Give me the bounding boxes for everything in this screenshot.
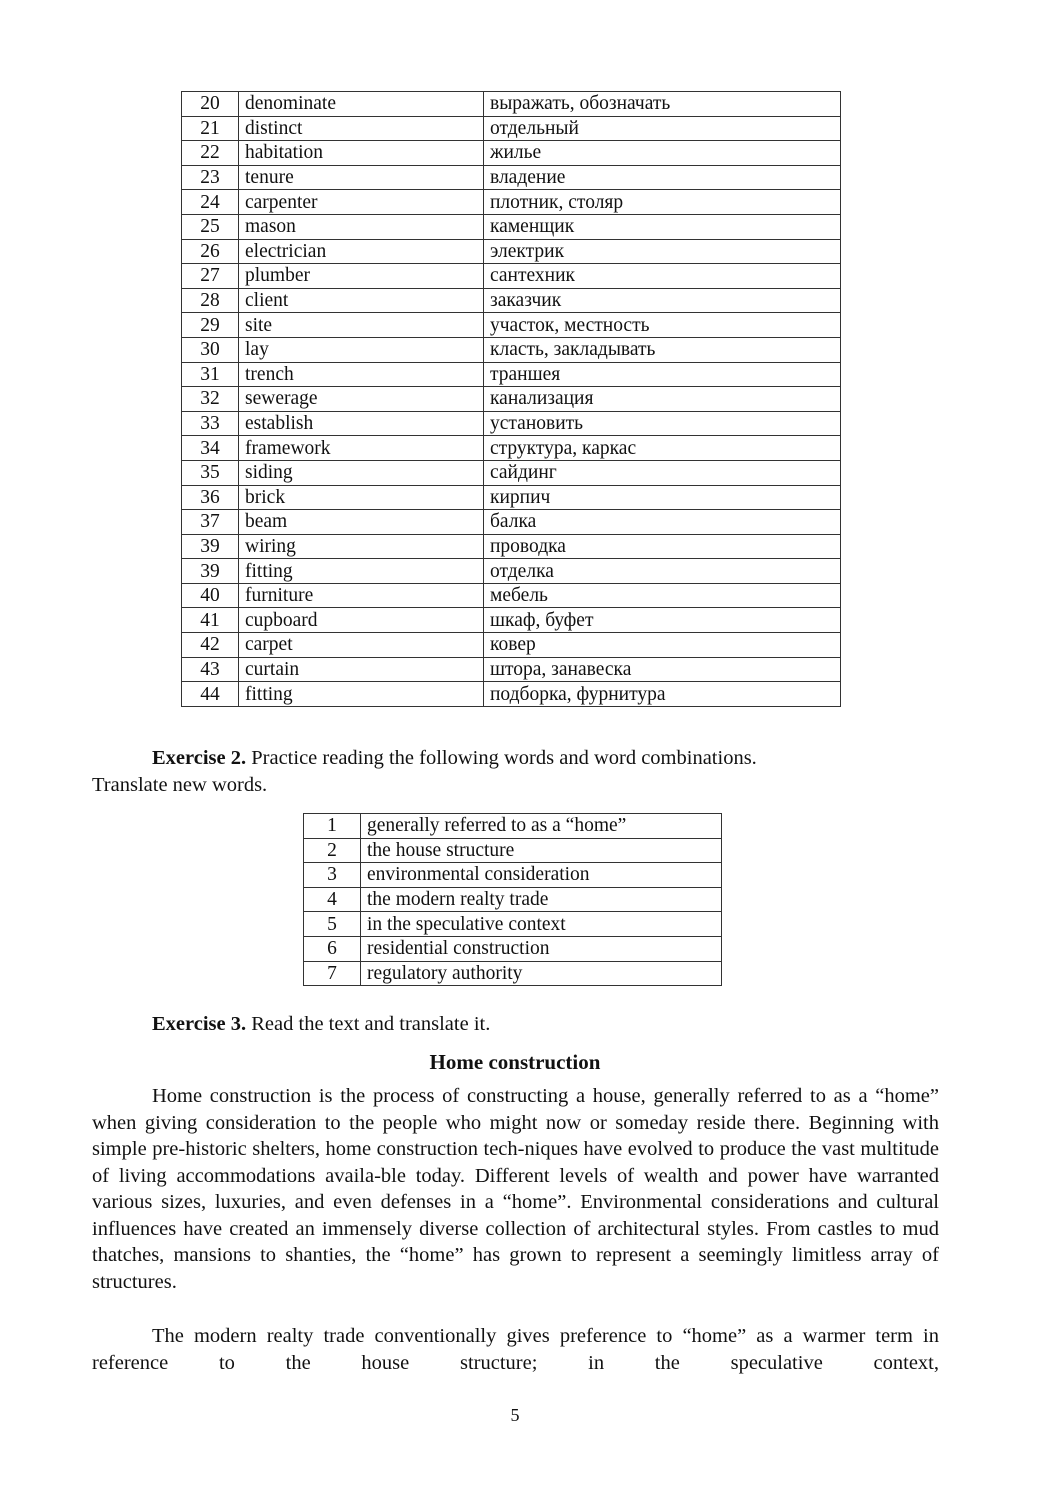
phrase: in the speculative context: [361, 912, 722, 937]
row-number: 33: [182, 411, 239, 436]
english-term: cupboard: [239, 608, 484, 633]
english-term: electrician: [239, 239, 484, 264]
row-number: 39: [182, 559, 239, 584]
exercise-3-instruction: [92, 1011, 939, 1038]
table-row: [304, 887, 722, 912]
table-row: [182, 214, 841, 239]
row-number: 32: [182, 387, 239, 412]
row-number: 39: [182, 534, 239, 559]
row-number: 29: [182, 313, 239, 338]
table-row: [182, 436, 841, 461]
row-number: 35: [182, 460, 239, 485]
english-term: trench: [239, 362, 484, 387]
table-row: [182, 288, 841, 313]
english-term: habitation: [239, 141, 484, 166]
row-number: 42: [182, 633, 239, 658]
exercise-2-instruction: [92, 745, 939, 798]
table-row: [182, 387, 841, 412]
english-term: distinct: [239, 116, 484, 141]
russian-translation: владение: [484, 165, 841, 190]
russian-translation: каменщик: [484, 214, 841, 239]
row-number: 41: [182, 608, 239, 633]
english-term: fitting: [239, 682, 484, 707]
english-term: siding: [239, 460, 484, 485]
row-number: 30: [182, 337, 239, 362]
russian-translation: сантехник: [484, 264, 841, 289]
english-term: beam: [239, 510, 484, 535]
english-term: mason: [239, 214, 484, 239]
row-number: 36: [182, 485, 239, 510]
row-number: 26: [182, 239, 239, 264]
russian-translation: плотник, столяр: [484, 190, 841, 215]
russian-translation: участок, местность: [484, 313, 841, 338]
russian-translation: подборка, фурнитура: [484, 682, 841, 707]
table-row: [182, 264, 841, 289]
row-number: 28: [182, 288, 239, 313]
table-row: [182, 633, 841, 658]
row-number: 20: [182, 92, 239, 117]
russian-translation: шкаф, буфет: [484, 608, 841, 633]
russian-translation: отделка: [484, 559, 841, 584]
russian-translation: мебель: [484, 583, 841, 608]
russian-translation: балка: [484, 510, 841, 535]
row-number: 2: [304, 838, 361, 863]
english-term: wiring: [239, 534, 484, 559]
exercise-2-label: Exercise 2.: [152, 747, 247, 769]
table-row: [304, 961, 722, 986]
row-number: 31: [182, 362, 239, 387]
table-row: [182, 657, 841, 682]
english-term: client: [239, 288, 484, 313]
table-row: [182, 682, 841, 707]
russian-translation: кирпич: [484, 485, 841, 510]
table-row: [182, 485, 841, 510]
phrase-table: [303, 813, 722, 986]
table-row: [182, 559, 841, 584]
row-number: 21: [182, 116, 239, 141]
phrase: the house structure: [361, 838, 722, 863]
russian-translation: выражать, обозначать: [484, 92, 841, 117]
row-number: 22: [182, 141, 239, 166]
russian-translation: проводка: [484, 534, 841, 559]
russian-translation: электрик: [484, 239, 841, 264]
table-row: [182, 583, 841, 608]
english-term: tenure: [239, 165, 484, 190]
table-row: [182, 313, 841, 338]
phrase: generally referred to as a “home”: [361, 814, 722, 839]
english-term: sewerage: [239, 387, 484, 412]
english-term: furniture: [239, 583, 484, 608]
table-row: [182, 337, 841, 362]
russian-translation: класть, закладывать: [484, 337, 841, 362]
russian-translation: заказчик: [484, 288, 841, 313]
russian-translation: сайдинг: [484, 460, 841, 485]
vocabulary-table: [181, 91, 841, 707]
table-row: [304, 838, 722, 863]
row-number: 43: [182, 657, 239, 682]
table-row: [304, 814, 722, 839]
page-number: 5: [510, 1405, 520, 1425]
russian-translation: жилье: [484, 141, 841, 166]
table-row: [182, 460, 841, 485]
table-row: [304, 912, 722, 937]
russian-translation: траншея: [484, 362, 841, 387]
russian-translation: отдельный: [484, 116, 841, 141]
english-term: brick: [239, 485, 484, 510]
row-number: 1: [304, 814, 361, 839]
table-row: [304, 863, 722, 888]
table-row: [182, 92, 841, 117]
table-row: [182, 190, 841, 215]
phrase: environmental consideration: [361, 863, 722, 888]
row-number: 34: [182, 436, 239, 461]
row-number: 24: [182, 190, 239, 215]
table-row: [182, 608, 841, 633]
exercise-2-text: Practice reading the following words and word combinations.: [246, 747, 757, 769]
row-number: 37: [182, 510, 239, 535]
table-row: [182, 362, 841, 387]
english-term: fitting: [239, 559, 484, 584]
english-term: carpenter: [239, 190, 484, 215]
english-term: lay: [239, 337, 484, 362]
table-row: [182, 116, 841, 141]
exercise-3-label: Exercise 3.: [152, 1013, 247, 1035]
english-term: carpet: [239, 633, 484, 658]
english-term: site: [239, 313, 484, 338]
russian-translation: установить: [484, 411, 841, 436]
text-paragraph-1: Home construction is the process of constructing a house, generally referred to as a “home” when giving consideration to the people who might now or someday reside there. Beginning with simple pre-historic shelters, home construction tech-niques have evolved to produce the vast multitude of living accommodations availa-ble today. Different levels of wealth and power have warranted various sizes, luxuries, and even defenses in a “home”. Environmental considerations and cultural influences have created an immensely diverse collection of architectural styles. From castles to mud thatches, mansions to shanties, the “home” has grown to represent a seemingly limitless array of structures.: [92, 1085, 939, 1293]
russian-translation: канализация: [484, 387, 841, 412]
row-number: 27: [182, 264, 239, 289]
row-number: 25: [182, 214, 239, 239]
row-number: 23: [182, 165, 239, 190]
english-term: establish: [239, 411, 484, 436]
phrase: residential construction: [361, 936, 722, 961]
text-title: Home construction: [429, 1050, 601, 1074]
row-number: 3: [304, 863, 361, 888]
row-number: 7: [304, 961, 361, 986]
table-row: [182, 510, 841, 535]
row-number: 5: [304, 912, 361, 937]
text-paragraph-2: The modern realty trade conventionally gives preference to “home” as a warmer term in reference to the house structure; in the speculative context,: [92, 1325, 939, 1374]
exercise-2-text-line2: Translate new words.: [92, 773, 268, 796]
english-term: framework: [239, 436, 484, 461]
table-row: [304, 936, 722, 961]
phrase: regulatory authority: [361, 961, 722, 986]
phrase: the modern realty trade: [361, 887, 722, 912]
table-row: [182, 411, 841, 436]
row-number: 4: [304, 887, 361, 912]
row-number: 44: [182, 682, 239, 707]
table-row: [182, 239, 841, 264]
table-row: [182, 141, 841, 166]
russian-translation: ковер: [484, 633, 841, 658]
table-row: [182, 534, 841, 559]
english-term: plumber: [239, 264, 484, 289]
russian-translation: штора, занавеска: [484, 657, 841, 682]
row-number: 40: [182, 583, 239, 608]
english-term: curtain: [239, 657, 484, 682]
russian-translation: структура, каркас: [484, 436, 841, 461]
table-row: [182, 165, 841, 190]
english-term: denominate: [239, 92, 484, 117]
row-number: 6: [304, 936, 361, 961]
exercise-3-text: Read the text and translate it.: [246, 1013, 491, 1035]
